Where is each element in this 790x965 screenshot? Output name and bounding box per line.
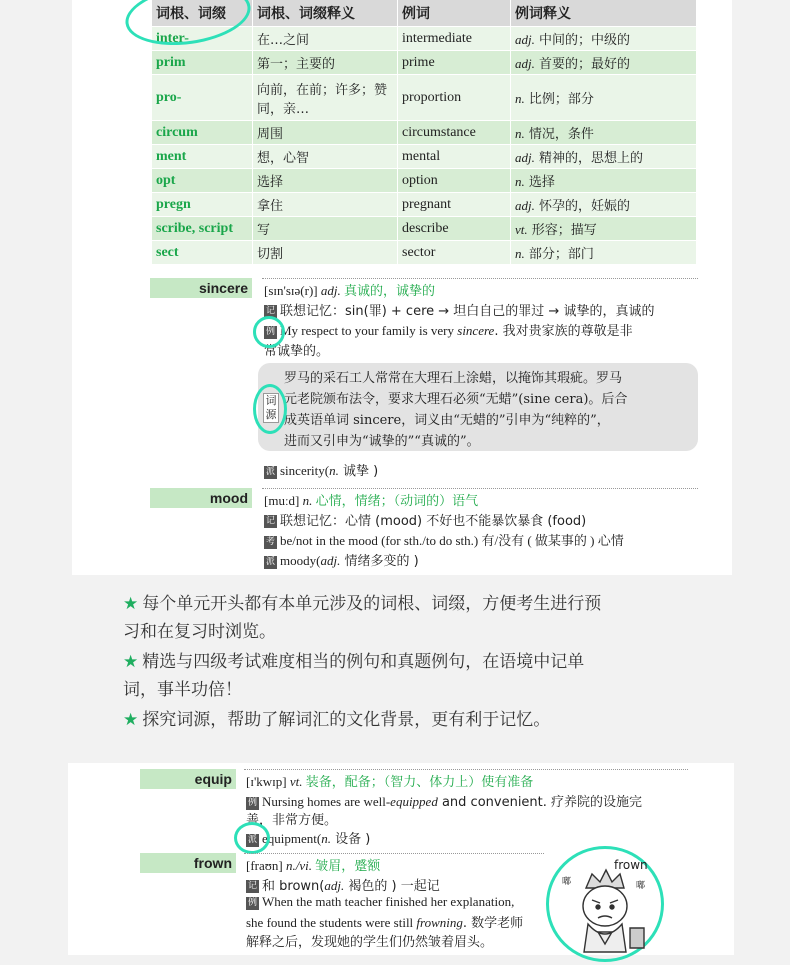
example-meaning-cell [511, 145, 697, 169]
table-row [152, 145, 697, 169]
root-cell: ment [152, 145, 253, 169]
example-word-cell: proportion [398, 75, 511, 121]
sincere-derivative: sincerity( [280, 463, 330, 478]
highlight-circle-etymology [253, 384, 287, 434]
sincere-derivative-def: 诚挚 ) [338, 464, 379, 479]
example-word-cell: mental [398, 145, 511, 169]
frowning-character-illustration [548, 848, 660, 960]
example-meaning: 怀孕的，妊娠的 [539, 199, 631, 214]
mood-derivative: moody( [280, 553, 321, 568]
frown-pos: n./vi. [285, 858, 312, 873]
equip-phonetic: [ɪ'kwɪp] [246, 774, 287, 789]
example-meaning: 比例；部分 [528, 92, 594, 107]
sincere-definition-line [264, 280, 435, 299]
mood-pos: n. [302, 493, 313, 508]
frown-definition-line [246, 855, 380, 874]
part-of-speech: n. [515, 246, 525, 261]
mood-phrase: be/not in the mood (for sth./to do sth.) 有/没有 ( 做某事的 ) 心情 [280, 533, 624, 548]
root-cell: pregn [152, 193, 253, 217]
bullet-text: 探究词源，帮助了解词汇的文化背景，更有利于记忆。 [142, 710, 551, 730]
sincere-example-cn: . 我对贵家族的尊敬是非 [494, 324, 633, 339]
bullet-text: 精选与四级考试难度相当的例句和真题例句，在语境中记单 [142, 652, 585, 672]
etymology-text [284, 368, 689, 452]
table-row [152, 169, 697, 193]
part-of-speech: adj. [515, 198, 535, 213]
root-meaning-cell: 第一；主要的 [253, 51, 398, 75]
mood-memory-line [264, 510, 586, 529]
example-meaning-cell [511, 169, 697, 193]
divider [262, 488, 698, 489]
table-row [152, 51, 697, 75]
equip-example-cn-2: 善，非常方便。 [246, 813, 338, 828]
root-cell: inter- [152, 27, 253, 51]
etymology-label: 词源 [263, 393, 279, 423]
equip-definition-line [246, 771, 533, 790]
example-meaning: 选择 [528, 175, 555, 190]
example-word-cell: option [398, 169, 511, 193]
frown-example-2: she found the students were still [246, 915, 417, 930]
root-meaning-cell: 选择 [253, 169, 398, 193]
mood-derivative-def: 情绪多变的 ) [340, 554, 419, 569]
equip-definition: 装备，配备；（智力、体力上）使有准备 [305, 775, 534, 790]
sincere-example-cn-2: 常诚挚的。 [264, 344, 330, 359]
table-row [152, 241, 697, 265]
part-of-speech: n. [515, 91, 525, 106]
bullet-text: 每个单元开头都有本单元涉及的词根、词缀，方便考生进行预 [142, 594, 602, 614]
mood-phonetic: [muːd] [264, 493, 300, 508]
root-meaning-cell: 想，心智 [253, 145, 398, 169]
part-of-speech: n. [515, 126, 525, 141]
etymology-line: 罗马的采石工人常常在大理石上涂蜡，以掩饰其瑕疵。罗马 [284, 371, 623, 386]
divider [244, 853, 544, 854]
test-tag: 考 [265, 536, 275, 547]
root-cell: pro- [152, 75, 253, 121]
sincere-example-en: My respect to your family is very [280, 323, 458, 338]
header-root: 词根、词缀 [152, 0, 253, 27]
example-meaning-cell [511, 193, 697, 217]
feature-bullet [123, 706, 703, 734]
sincere-example-word: sincere [457, 323, 495, 338]
mood-definition-line [264, 490, 478, 509]
star-icon: ★ [123, 594, 139, 614]
bullet-text-cont: 词，事半功倍！ [123, 680, 242, 700]
table-row [152, 217, 697, 241]
root-meaning-cell: 写 [253, 217, 398, 241]
part-of-speech: adj. [515, 150, 535, 165]
sincere-phonetic: [sɪn'sɪə(r)] [264, 283, 318, 298]
mood-derivative-pos: adj. [320, 553, 341, 568]
derivative-tag: 派 [265, 556, 275, 567]
headword-equip: equip [140, 769, 236, 789]
etymology-line: 元老院颁布法令，要求大理石必须“无蜡”(sine cera)。后合 [284, 392, 628, 407]
equip-example-line [246, 791, 642, 810]
highlight-circle-derivative [234, 822, 270, 854]
example-meaning-cell [511, 27, 697, 51]
frown-memory: 和 brown( [262, 879, 325, 894]
memory-tag: 记 [265, 306, 275, 316]
star-icon: ★ [123, 710, 139, 730]
sincere-memory-line [264, 300, 654, 319]
sincere-derivative-line [264, 460, 378, 479]
etymology-line: 成英语单词 sincere，词义由“无蜡的”引申为“纯粹的”， [284, 413, 610, 428]
sincere-memory: 联想记忆：sin(罪) + cere → 坦白自己的罪过 → 诚挚的，真诚的 [280, 304, 655, 319]
star-icon: ★ [123, 652, 139, 672]
frown-memory-pos: adj. [324, 878, 345, 893]
derivative-tag: 派 [265, 466, 275, 477]
frown-memory-line [246, 875, 440, 894]
root-meaning-cell: 向前，在前；许多；赞同，亲… [253, 75, 398, 121]
frown-phonetic: [fraʊn] [246, 858, 283, 873]
part-of-speech: adj. [515, 32, 535, 47]
example-meaning-cell [511, 75, 697, 121]
equip-derivative: equipment( [262, 831, 322, 846]
example-meaning-cell [511, 217, 697, 241]
highlight-circle-example [253, 316, 285, 348]
root-meaning-cell: 周围 [253, 121, 398, 145]
frown-example-cn: . 数学老师 [462, 916, 524, 931]
divider [244, 769, 688, 770]
example-meaning-cell [511, 51, 697, 75]
example-meaning: 部分；部门 [528, 247, 594, 262]
headword-sincere: sincere [150, 278, 252, 298]
part-of-speech: n. [515, 174, 525, 189]
example-meaning-cell [511, 121, 697, 145]
header-example-word: 例词 [398, 0, 511, 27]
frown-example-word: frowning [416, 915, 463, 930]
table-row [152, 193, 697, 217]
equip-derivative-def: 设备 ) [330, 832, 371, 847]
example-word-cell: circumstance [398, 121, 511, 145]
bullet-text-cont: 习和在复习时浏览。 [123, 622, 276, 642]
cartoon-mutter-left: 嘟 [562, 877, 572, 887]
part-of-speech: adj. [515, 56, 535, 71]
header-root-meaning: 词根、词缀释义 [253, 0, 398, 27]
example-meaning: 中间的；中级的 [539, 33, 631, 48]
root-cell: prim [152, 51, 253, 75]
example-tag: 例 [247, 797, 257, 808]
cartoon-label: frown [614, 858, 648, 872]
table-row [152, 121, 697, 145]
example-tag: 例 [247, 897, 257, 908]
equip-derivative-pos: n. [321, 831, 331, 846]
equip-example: Nursing homes are well- [262, 794, 391, 809]
equip-example-cn: and convenient. 疗养院的设施完 [437, 795, 643, 810]
example-meaning: 首要的；最好的 [539, 57, 631, 72]
frown-definition: 皱眉，蹙额 [315, 859, 381, 874]
table-row [152, 75, 697, 121]
mood-memory: 联想记忆：心情 (mood) 不好也不能暴饮暴食 (food) [280, 514, 587, 529]
example-word-cell: describe [398, 217, 511, 241]
cartoon-mutter-right: 嘟 [636, 881, 646, 891]
memory-tag: 记 [247, 881, 257, 891]
example-meaning: 形容；描写 [531, 223, 597, 238]
example-word-cell: intermediate [398, 27, 511, 51]
frown-example-line [246, 894, 514, 910]
etymology-line: 进而又引申为“诚挚的”“真诚的”。 [284, 434, 480, 449]
example-word-cell: prime [398, 51, 511, 75]
feature-bullet [123, 590, 703, 646]
word-roots-table [152, 0, 697, 264]
frown-example-line-2 [246, 912, 523, 931]
root-meaning-cell: 切割 [253, 241, 398, 265]
memory-tag: 记 [265, 516, 275, 526]
example-word-cell: pregnant [398, 193, 511, 217]
root-cell: scribe, script [152, 217, 253, 241]
mood-derivative-line [264, 550, 419, 569]
sincere-pos: adj. [320, 283, 341, 298]
example-tag: 例 [265, 326, 275, 337]
root-meaning-cell: 在…之间 [253, 27, 398, 51]
root-cell: opt [152, 169, 253, 193]
headword-frown: frown [140, 853, 236, 873]
frown-memory-2: 褐色的 ) 一起记 [344, 879, 440, 894]
part-of-speech: vt. [515, 222, 528, 237]
mood-definition: 心情，情绪；（动词的）语气 [315, 494, 479, 509]
example-meaning-cell [511, 241, 697, 265]
sincere-derivative-pos: n. [329, 463, 339, 478]
derivative-tag: 派 [247, 834, 257, 845]
root-cell: sect [152, 241, 253, 265]
header-example-meaning: 例词释义 [511, 0, 697, 27]
mood-phrase-line [264, 530, 624, 549]
feature-bullet [123, 648, 703, 704]
frown-example: When the math teacher finished her explanation, [262, 894, 515, 909]
root-cell: circum [152, 121, 253, 145]
equip-example-word: equipped [390, 794, 438, 809]
example-word-cell: sector [398, 241, 511, 265]
root-meaning-cell: 拿住 [253, 193, 398, 217]
frown-example-line-3: 解释之后，发现她的学生们仍然皱着眉头。 [246, 935, 494, 950]
divider [262, 278, 698, 279]
table-row [152, 27, 697, 51]
sincere-example-line [264, 320, 633, 339]
headword-mood: mood [150, 488, 252, 508]
equip-pos: vt. [289, 774, 303, 789]
sincere-definition: 真诚的，诚挚的 [343, 284, 435, 299]
example-meaning: 精神的，思想上的 [539, 151, 644, 166]
example-meaning: 情况，条件 [528, 127, 594, 142]
